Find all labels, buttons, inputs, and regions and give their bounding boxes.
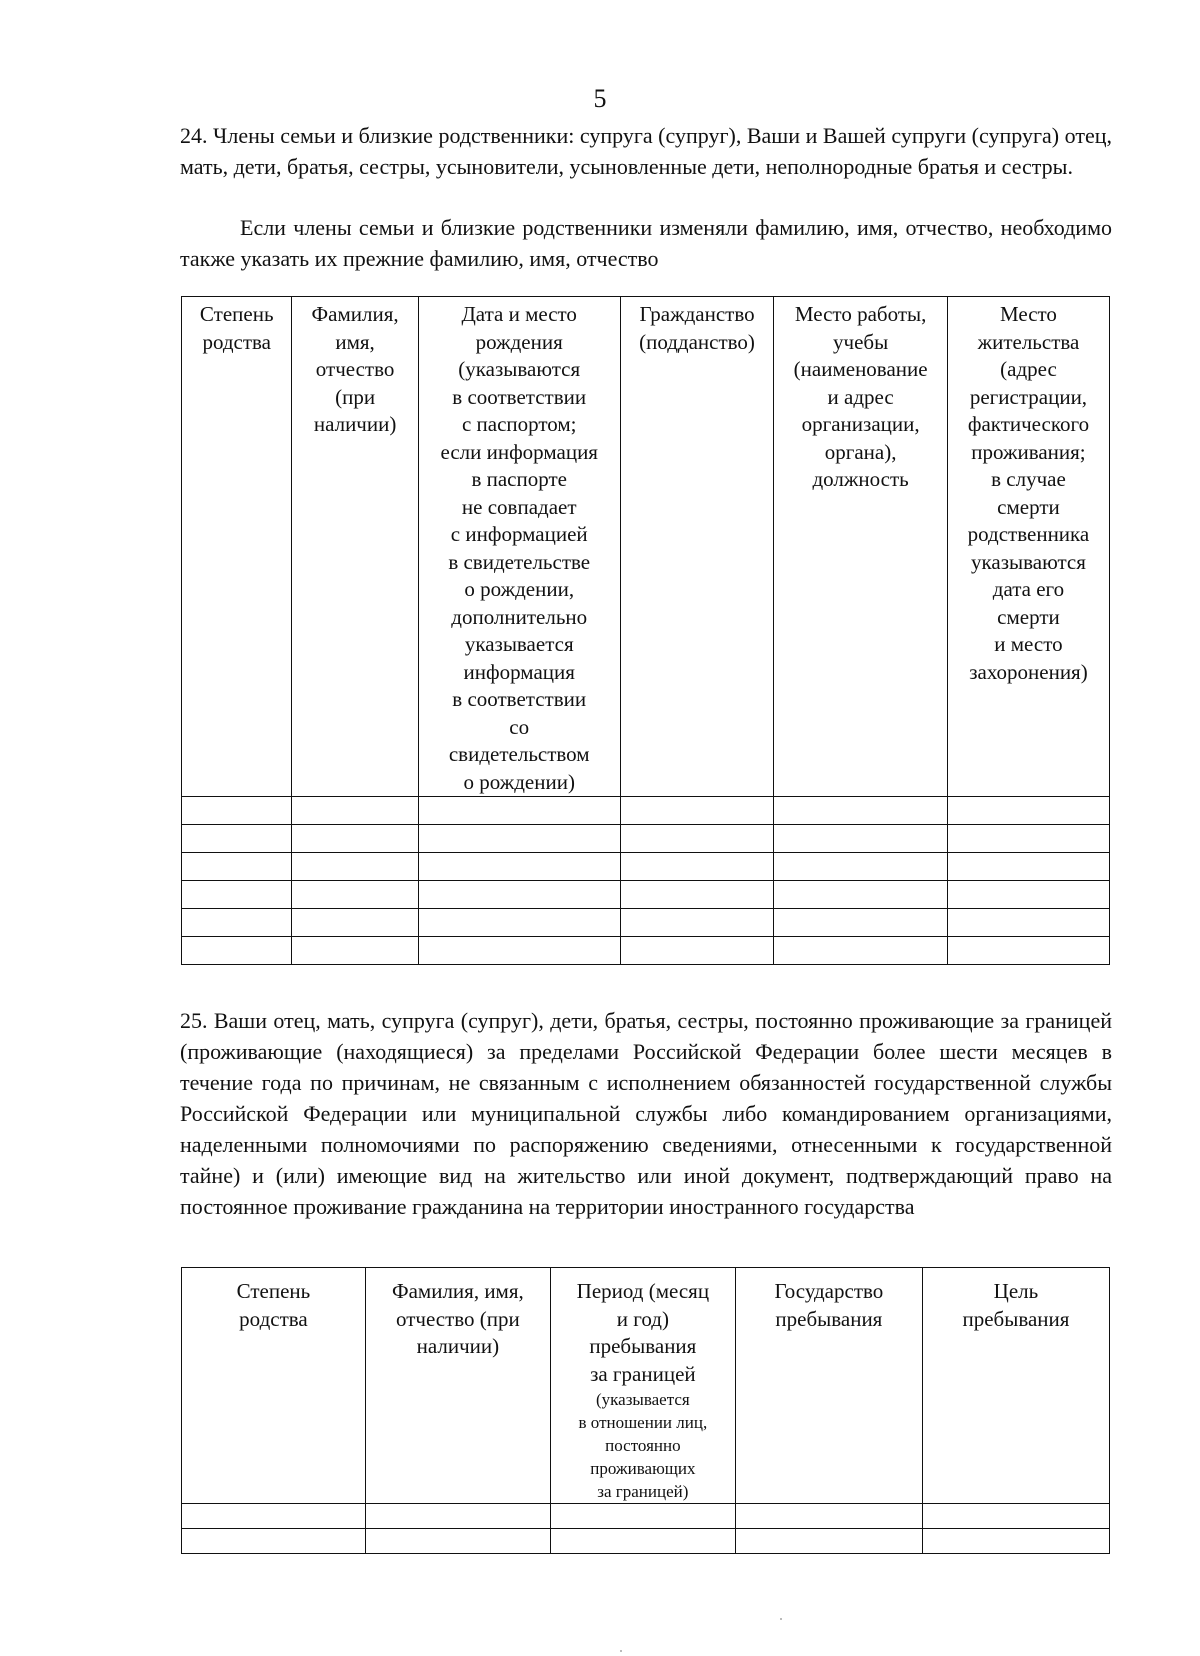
table-cell[interactable] [418,937,620,965]
header-line: Место [999,302,1057,326]
table-cell[interactable] [292,797,418,825]
header-line: если информация [440,439,598,464]
header-line: (указываются [458,357,581,381]
table-cell[interactable] [620,881,774,909]
header-line: (подданство) [639,329,755,354]
table-cell[interactable] [774,909,948,937]
table-cell[interactable] [292,937,418,965]
header-line: учебы [833,329,889,354]
table-cell[interactable] [774,937,948,965]
table-row [182,909,1110,937]
table-cell[interactable] [735,1504,922,1529]
header-line: с информацией [450,522,588,546]
table-header-row [182,297,1110,797]
header-line: за границей [590,1361,696,1386]
header-line: пребывания [589,1334,697,1358]
table-row [182,937,1110,965]
table-cell[interactable] [292,909,418,937]
header-line: должность [812,467,909,491]
header-line: (при [335,384,376,409]
header-line: захоронения) [969,659,1088,684]
page-number: 5 [593,84,607,113]
header-line: Фамилия, [311,302,399,326]
header-line: информация [463,659,575,684]
header-line: наличии) [416,1334,500,1358]
column-header [182,1268,366,1504]
table-cell[interactable] [947,853,1109,881]
column-header [365,1268,550,1504]
header-line: в свидетельстве [448,549,591,574]
header-line: родства [239,1306,308,1331]
header-line: Период (месяц [576,1279,710,1303]
header-line: со [509,714,530,739]
column-header [550,1268,735,1504]
header-line: в случае [991,467,1066,491]
section-24-heading: 24. Члены семьи и близкие родственники: супруга (супруг), Ваши и Вашей супруги (супруга) отец, мать, дети, братья, сестры, усыновители, усыновленные дети, неполнородные братья и сестры. [180,123,1112,179]
column-header [735,1268,922,1504]
table-cell[interactable] [774,825,948,853]
header-line: регистрации, [969,384,1088,409]
table-cell[interactable] [947,937,1109,965]
table-cell[interactable] [182,853,292,881]
table-cell[interactable] [774,881,948,909]
table-cell[interactable] [365,1529,550,1554]
section-25-heading: 25. Ваши отец, мать, супруга (супруг), дети, братья, сестры, постоянно проживающие за границей (проживающие (находящиеся) за пределами Российской Федерации более шести месяцев в течение года по причинам, не связанным с исполнением обязанностей государственной службы Российской Федерации или муниципальной службы либо командированием организациями, наделенными полномочиями по распоряжению сведениями, отнесенными к государственной тайне) и (или) имеющие вид на жительство или иной документ, подтверждающий право на постоянное проживание гражданина на территории иностранного государства [180,1008,1112,1219]
header-line: и адрес [827,384,894,409]
table-row [182,853,1110,881]
header-line: дата его [992,577,1065,601]
table-cell[interactable] [182,797,292,825]
header-line: имя, [335,329,375,354]
table-cell[interactable] [947,881,1109,909]
header-line: не совпадает [461,494,577,519]
column-header [774,297,948,797]
table-cell[interactable] [620,825,774,853]
table-cell[interactable] [947,909,1109,937]
header-line: (наименование [793,357,928,381]
header-line: жительства [977,329,1080,354]
table-cell[interactable] [620,853,774,881]
header-note-line: за границей) [597,1482,689,1501]
header-line: отчество (при [395,1306,520,1331]
header-line: и год) [616,1306,669,1331]
header-line: Фамилия, имя, [392,1279,524,1303]
header-line: Степень [236,1279,311,1303]
header-line: указывается [464,632,574,656]
column-header [418,297,620,797]
header-note-line: (указывается [595,1390,690,1409]
table-cell[interactable] [418,881,620,909]
column-header [620,297,774,797]
relatives-abroad-table [181,1267,1110,1554]
header-line: в соответствии [452,384,587,409]
table-cell[interactable] [418,797,620,825]
header-line: органа), [824,439,897,464]
scan-speck [620,1650,622,1652]
table-row [182,1504,1110,1529]
header-note-line: проживающих [590,1459,696,1478]
header-line: пребывания [775,1306,883,1331]
header-line: о рождении, [464,577,575,601]
header-line: организации, [801,412,920,436]
header-line: Дата и место [461,302,577,326]
table-cell[interactable] [620,909,774,937]
table-cell[interactable] [550,1529,735,1554]
section-24-note: Если члены семьи и близкие родственники изменяли фамилию, имя, отчество, необходимо также указать их прежние фамилию, имя, отчество [180,215,1112,271]
column-header [922,1268,1109,1504]
header-line: отчество [315,357,395,381]
column-header [182,297,292,797]
table-cell[interactable] [735,1529,922,1554]
header-line: свидетельством [448,742,590,766]
table-row [182,881,1110,909]
table-cell[interactable] [182,881,292,909]
table-cell[interactable] [292,825,418,853]
scan-speck [780,1618,782,1620]
header-line: рождения [475,329,563,354]
header-line: Государство [774,1279,884,1303]
table-cell[interactable] [418,853,620,881]
table-cell[interactable] [620,797,774,825]
header-line: родственника [967,522,1090,546]
header-note-line: в отношении лиц, [578,1413,708,1432]
header-line: и место [994,632,1063,656]
table-cell[interactable] [774,853,948,881]
table-cell[interactable] [182,909,292,937]
table-header-row [182,1268,1110,1504]
header-line: о рождении) [463,769,575,794]
table-cell[interactable] [550,1504,735,1529]
table-cell[interactable] [922,1529,1109,1554]
header-line: Цель [993,1279,1039,1303]
header-line: указываются [971,549,1086,574]
table-cell[interactable] [774,797,948,825]
table-cell[interactable] [292,881,418,909]
table-cell[interactable] [922,1504,1109,1529]
table-row [182,1529,1110,1554]
header-line: Степень [199,302,274,326]
header-note-line: постоянно [605,1436,681,1455]
table-row [182,825,1110,853]
table-cell[interactable] [620,937,774,965]
header-line: с паспортом; [461,412,577,436]
table-cell[interactable] [182,937,292,965]
header-line: смерти [997,604,1060,629]
header-line: в паспорте [471,467,567,491]
table-cell[interactable] [947,797,1109,825]
table-cell[interactable] [418,909,620,937]
header-line: фактического [967,412,1090,436]
table-cell[interactable] [365,1504,550,1529]
header-line: наличии) [313,412,397,436]
table-cell[interactable] [182,1529,366,1554]
header-line: родства [202,329,271,354]
table-cell[interactable] [182,825,292,853]
header-line: пребывания [962,1306,1070,1331]
column-header [947,297,1109,797]
table-cell[interactable] [947,825,1109,853]
column-header [292,297,418,797]
header-line: (адрес [1000,357,1057,381]
header-line: в соответствии [452,687,587,711]
header-line: проживания; [971,439,1086,464]
table-cell[interactable] [418,825,620,853]
table-cell[interactable] [292,853,418,881]
table-row [182,797,1110,825]
header-line: смерти [997,494,1060,519]
header-line: Гражданство [639,302,755,326]
header-line: дополнительно [451,604,588,629]
table-cell[interactable] [182,1504,366,1529]
header-line: Место работы, [794,302,927,326]
relatives-table [181,296,1110,965]
